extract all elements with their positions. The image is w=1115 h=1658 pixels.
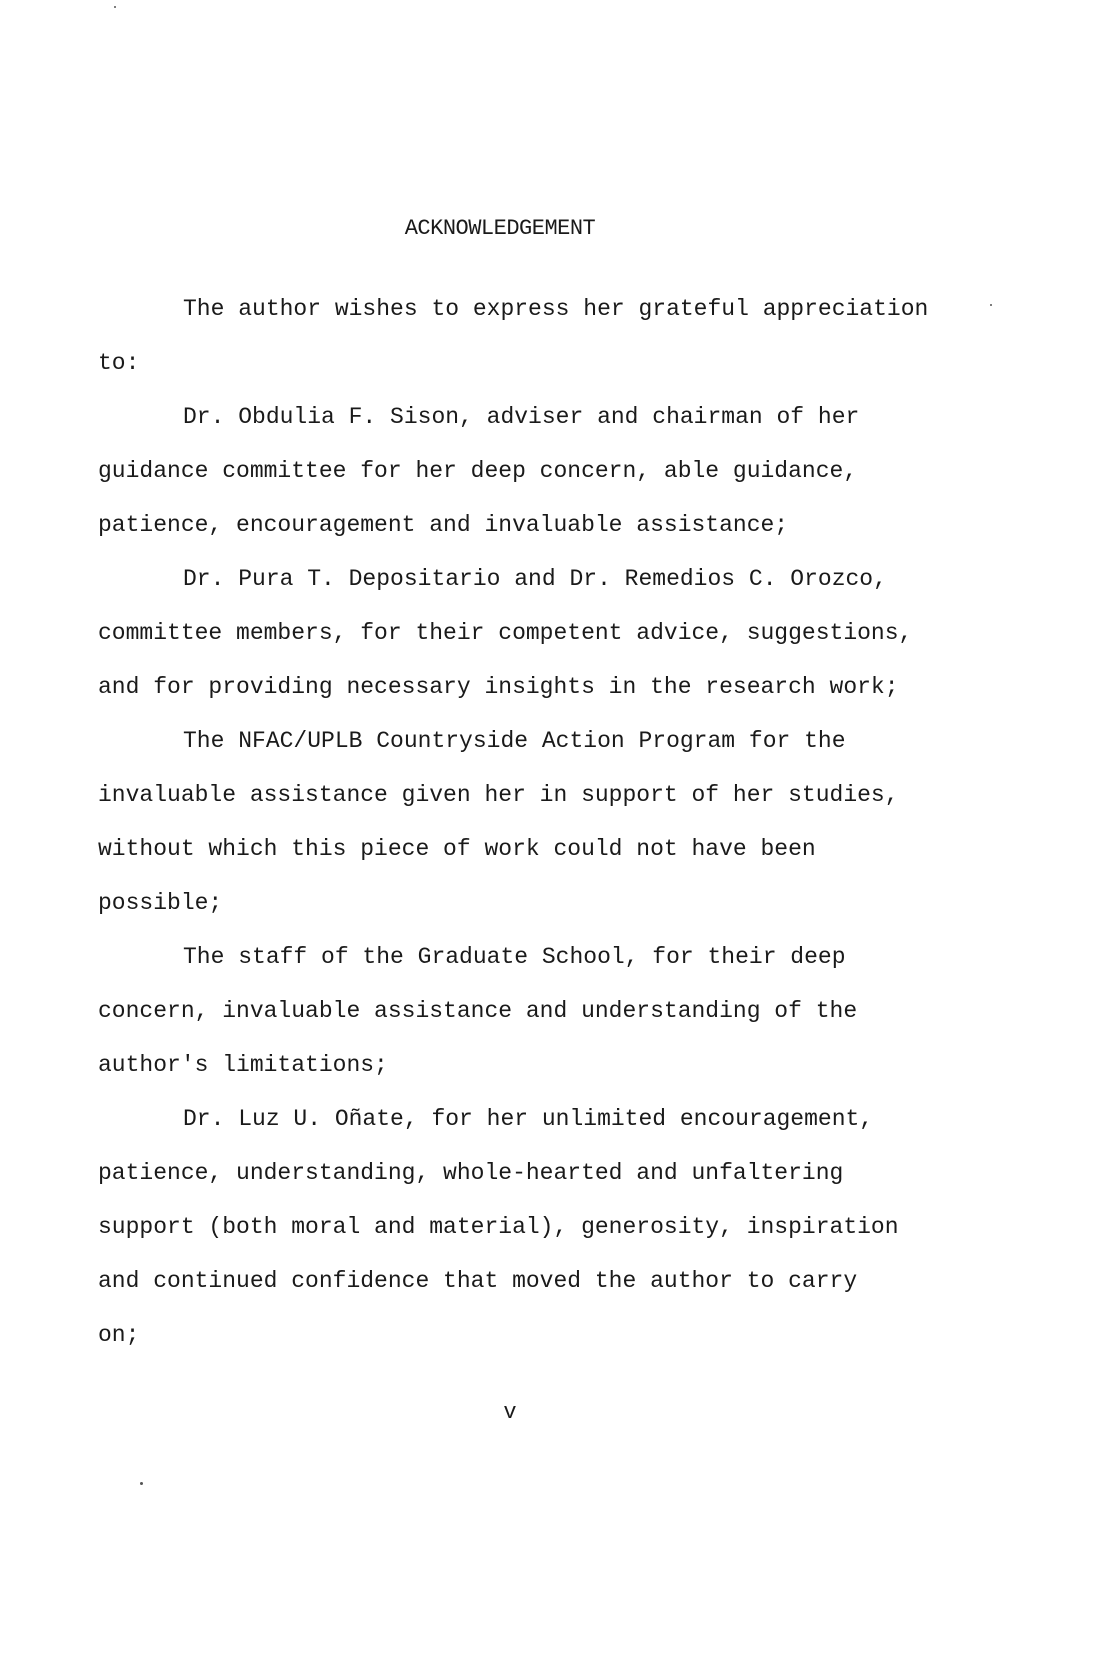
paragraph-line: to: bbox=[98, 350, 140, 376]
paragraph-line: Dr. Pura T. Depositario and Dr. Remedios C. Orozco, bbox=[183, 566, 887, 592]
paragraph-line: patience, encouragement and invaluable assistance; bbox=[98, 512, 789, 538]
paragraph-line: and continued confidence that moved the author to carry bbox=[98, 1268, 858, 1294]
paragraph-line: possible; bbox=[98, 890, 223, 916]
paragraph-line: The author wishes to express her grateful appreciation bbox=[183, 296, 929, 322]
paragraph-line: on; bbox=[98, 1322, 140, 1348]
paragraph-line: committee members, for their competent advice, suggestions, bbox=[98, 620, 913, 646]
paragraph-line: without which this piece of work could not have been bbox=[98, 836, 816, 862]
paragraph-line: Dr. Obdulia F. Sison, adviser and chairman of her bbox=[183, 404, 860, 430]
paragraph-line: invaluable assistance given her in support of her studies, bbox=[98, 782, 899, 808]
page-number: v bbox=[503, 1400, 517, 1425]
paragraph-line: The NFAC/UPLB Countryside Action Program for the bbox=[183, 728, 846, 754]
scan-speck bbox=[140, 1482, 143, 1485]
paragraph-line: guidance committee for her deep concern, able guidance, bbox=[98, 458, 858, 484]
scan-speck bbox=[114, 6, 116, 8]
paragraph-line: Dr. Luz U. Oñate, for her unlimited encouragement, bbox=[183, 1106, 874, 1132]
paragraph-line: support (both moral and material), generosity, inspiration bbox=[98, 1214, 899, 1240]
paragraph-line: The staff of the Graduate School, for their deep bbox=[183, 944, 846, 970]
paragraph-line: patience, understanding, whole-hearted and unfaltering bbox=[98, 1160, 844, 1186]
paragraph-line: and for providing necessary insights in the research work; bbox=[98, 674, 899, 700]
paragraph-line: author's limitations; bbox=[98, 1052, 388, 1078]
scan-speck bbox=[990, 304, 992, 306]
page-title: ACKNOWLEDGEMENT bbox=[404, 216, 596, 241]
paragraph-line: concern, invaluable assistance and understanding of the bbox=[98, 998, 858, 1024]
